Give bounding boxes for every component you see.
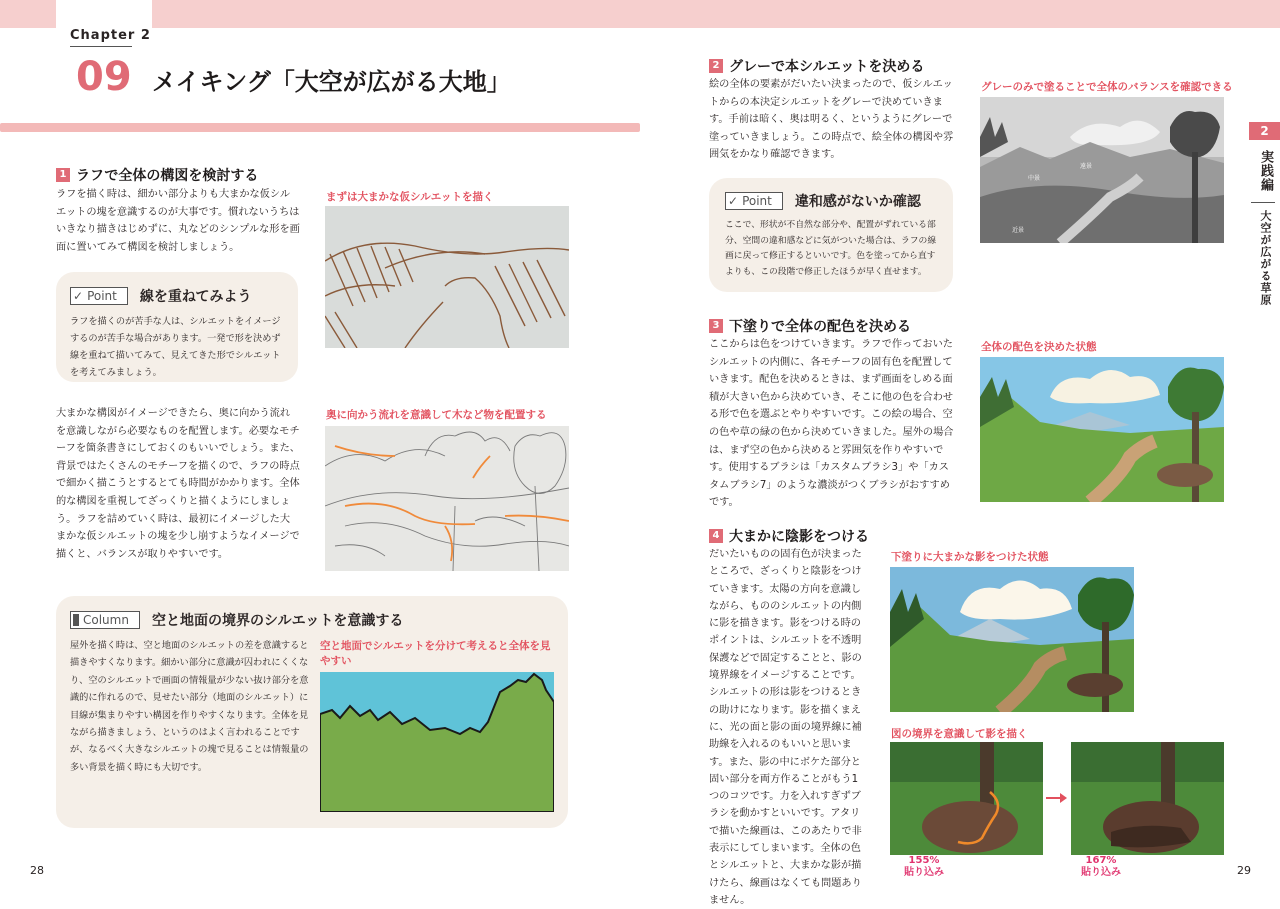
point-header bbox=[70, 286, 252, 306]
heading-text: グレーで本シルエットを決める bbox=[729, 59, 925, 75]
point-body: ここで、形状が不自然な部分や、配置がずれている部分、空間の違和感などに気がついた場合は、ラフの線画に戻って修正するといいです。色を塗ってから直すよりも、この段階で修正したほうが早く直せます。 bbox=[725, 220, 937, 277]
heading-text: 大まかに陰影をつける bbox=[729, 529, 869, 545]
grayscale-image bbox=[980, 97, 1224, 243]
caption-depth-flow: 奥に向かう流れを意識して木など物を配置する bbox=[326, 409, 547, 421]
step-badge: 3 bbox=[709, 319, 723, 333]
caption-gray-balance: グレーのみで塗ることで全体のバランスを確認できる bbox=[981, 81, 1233, 93]
side-tab-number: 2 bbox=[1249, 122, 1280, 140]
check-icon: ✓ bbox=[728, 194, 739, 208]
step-badge: 1 bbox=[56, 168, 70, 182]
paste-label: 貼り込み bbox=[1081, 867, 1121, 878]
column-tag bbox=[70, 611, 140, 629]
point-tag-label: Point bbox=[742, 194, 772, 208]
side-tab-label: 実践編 bbox=[1258, 150, 1273, 192]
chapter-label: Chapter 2 bbox=[70, 28, 151, 43]
point-body: ラフを描くのが苦手な人は、シルエットをイメージするのが苦手な場合があります。一発で形を決めず線を重ねて描いてみて、見えてきた形でシルエットを考えてみましょう。 bbox=[70, 316, 281, 378]
bookmark-icon bbox=[73, 614, 79, 626]
section-number: 09 bbox=[76, 54, 132, 100]
sky-ground-silhouette-image bbox=[320, 672, 554, 812]
label-far: 遠景 bbox=[1080, 163, 1093, 170]
step-3-body: ここからは色をつけていきます。ラフで作っておいたシルエットの内側に、各モチーフの固有色を配置していきます。配色を決めるときは、まず画面をしめる面積が大きい色から決めていき、そこに他の色を合わせる形で色を選ぶとやりやすいです。この絵の場合、空の色や草の緑の色から決めていきました。屋外の場合は、まず空の色から決めると雰囲気を作りやすいです。使用するブラシは「カスタムブラシ3」や「カスタムブラシ7」のような濃淡がつくブラシがおすすめです。 bbox=[709, 339, 954, 509]
page-number-left: 28 bbox=[30, 864, 44, 877]
label-mid: 中景 bbox=[1028, 175, 1041, 182]
column-tag-label: Column bbox=[83, 613, 129, 627]
step-4-body: だいたいものの固有色が決まったところで、ざっくりと陰影をつけていきます。太陽の方向を意識しながら、もののシルエットの内側に影を描きます。影をつける時のポイントは、シルエットを不透明保護などで固定することと、影の境界線をイメージすることです。シルエットの形は影をつけるときの助けになります。影を描くまえに、光の面と影の面の境界線に補助線を入れるのもいいと思います。また、影の中にボケた部分と固い部分を両方作ることがもう1つのコツです。力を入れすぎずブラシを動かすといいです。アタリで描いた線画は、このあたりで非表示にしてしまいます。全体の色とシルエットと、大まかな影が描けたら、線画はなくても問題ありません。 bbox=[709, 549, 862, 906]
heading-text: ラフで全体の構図を検討する bbox=[76, 168, 259, 184]
zoom-label-1 bbox=[904, 855, 944, 879]
column-header bbox=[70, 610, 403, 630]
caption-base-colors: 全体の配色を決めた状態 bbox=[981, 341, 1097, 353]
label-near: 近景 bbox=[1012, 227, 1025, 234]
point-heading: 違和感がないか確認 bbox=[794, 194, 921, 210]
step-1-body: ラフを描く時は、細かい部分よりも大まかな仮シルエットの塊を意識するのが大事です。慣れないうちはいきなり描きはじめずに、丸などのシンプルな形を画面に置いてみて構図を検討しましょう。 bbox=[56, 189, 300, 253]
heading-step-1 bbox=[56, 165, 258, 185]
point-tag-label: Point bbox=[87, 289, 117, 303]
page-number-right: 29 bbox=[1237, 864, 1251, 877]
zoom-label-2 bbox=[1081, 855, 1121, 879]
column-heading: 空と地面の境界のシルエットを意識する bbox=[151, 613, 404, 629]
top-band bbox=[0, 0, 1280, 28]
shadow-detail-after bbox=[1071, 742, 1224, 855]
shadow-detail-before bbox=[890, 742, 1043, 855]
brush-stroke-divider bbox=[0, 123, 640, 132]
caption-rough-silhouette: まずは大まかな仮シルエットを描く bbox=[326, 191, 494, 203]
heading-step-4 bbox=[709, 526, 869, 546]
point-header bbox=[725, 191, 921, 211]
rough-sketch-image bbox=[325, 206, 569, 348]
chapter-underline bbox=[70, 46, 132, 47]
caption-rough-shadow: 下塗りに大まかな影をつけた状態 bbox=[891, 551, 1049, 563]
step-2-body: 絵の全体の要素がだいたい決まったので、仮シルエットからの本決定シルエットをグレーで決めていきます。手前は暗く、奥は明るく、というようにグレーで塗っていきましょう。この時点で、絵全体の構図や雰囲気をかなり確認できます。 bbox=[709, 79, 954, 161]
zoom-value: 155% bbox=[908, 855, 940, 866]
point-tag bbox=[725, 192, 783, 210]
base-color-image bbox=[980, 357, 1224, 502]
shadow-image bbox=[890, 567, 1134, 712]
caption-shadow-border: 図の境界を意識して影を描く bbox=[891, 728, 1028, 740]
step-badge: 2 bbox=[709, 59, 723, 73]
caption-sky-ground: 空と地面でシルエットを分けて考えると全体を見やすい bbox=[320, 640, 551, 667]
point-heading: 線を重ねてみよう bbox=[139, 289, 252, 305]
heading-text: 下塗りで全体の配色を決める bbox=[729, 319, 911, 335]
lineart-image bbox=[325, 426, 569, 571]
side-tab-sublabel: 大空が広がる草原 bbox=[1259, 210, 1272, 306]
heading-step-3 bbox=[709, 316, 911, 336]
heading-step-2 bbox=[709, 56, 924, 76]
step-badge: 4 bbox=[709, 529, 723, 543]
zoom-value: 167% bbox=[1085, 855, 1117, 866]
side-tab-divider bbox=[1251, 202, 1275, 203]
check-icon: ✓ bbox=[73, 289, 84, 303]
page-title: メイキング「大空が広がる大地」 bbox=[152, 68, 511, 96]
column-body: 屋外を描く時は、空と地面のシルエットの差を意識すると描きやすくなります。細かい部分に意識が囚われにくくなり、空のシルエットで画面の情報量が少ない抜け部分を意識的に作れるので、見せたい部分（地面のシルエット）に目線が集まりやすい構図を作りやすくなります。全体を見ながら描きましょう、というのはよく言われることですが、なるべく大きなシルエットの塊で見ることは情報量の多い背景を描く時にも大切です。 bbox=[70, 640, 309, 773]
paste-label: 貼り込み bbox=[904, 867, 944, 878]
arrow-right-icon bbox=[1060, 793, 1067, 803]
paragraph-layout: 大まかな構図がイメージできたら、奥に向かう流れを意識しながら必要なものを配置します。必要なモチーフを箇条書きにしておくのもいいでしょう。また、背景ではたくさんのモチーフを描くので、ラフの時点で細かく描こうとするとても時間がかかります。全体的な構図を重視してざっくりと描くようにしましょう。ラフを詰めていく時は、最初にイメージした大まかな仮シルエットの塊を少し崩すようなイメージで描くと、バランスが取りやすいです。 bbox=[56, 408, 300, 560]
point-tag bbox=[70, 287, 128, 305]
